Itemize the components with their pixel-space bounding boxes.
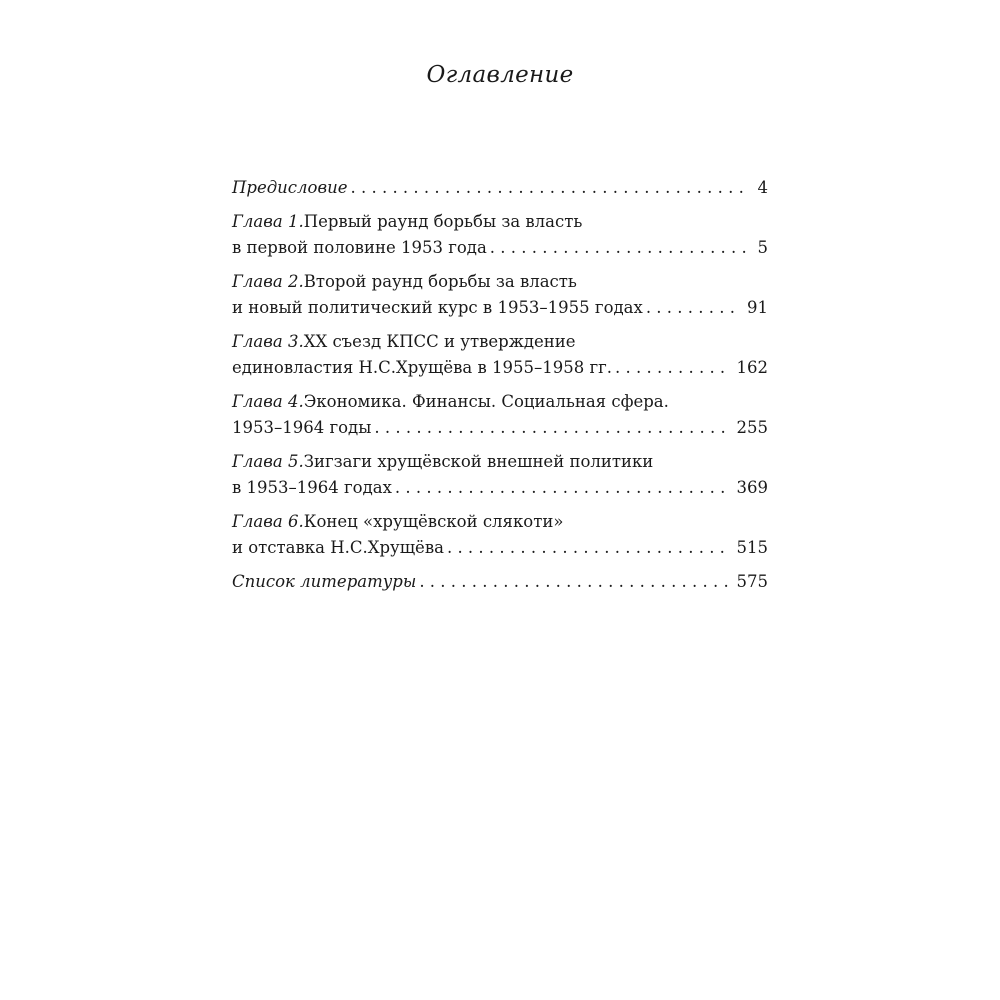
toc-chapter-title-continued: в первой половине 1953 года (232, 238, 487, 257)
dot-leaders (615, 355, 728, 381)
dot-leaders (395, 475, 729, 501)
page-title: Оглавление (426, 62, 574, 88)
toc-line (232, 329, 768, 355)
toc-chapter-title: Второй раунд борьбы за власть (303, 272, 577, 291)
toc-chapter-title: Экономика. Финансы. Социальная сфера. (303, 392, 669, 411)
toc-page-number: 515 (736, 538, 768, 557)
toc-line (232, 509, 768, 535)
toc-page-number: 91 (747, 298, 768, 317)
dot-leaders (490, 235, 750, 261)
dot-leaders (419, 569, 728, 595)
toc-chapter-title-continued: в 1953–1964 годах (232, 478, 392, 497)
toc-line (232, 475, 768, 501)
toc-page-number: 255 (736, 418, 768, 437)
toc-entry-chapter-3 (232, 329, 768, 381)
toc-chapter-title: Зигзаги хрущёвской внешней политики (303, 452, 654, 471)
toc-entry-chapter-6 (232, 509, 768, 561)
toc-chapter-label: Глава 3. (232, 332, 304, 351)
toc-chapter-title-continued: и отставка Н.С.Хрущёва (232, 538, 444, 557)
toc-chapter-label: Глава 5. (232, 452, 304, 471)
toc-entry-chapter-5 (232, 449, 768, 501)
toc-line (232, 535, 768, 561)
toc-page-number: 4 (757, 178, 768, 197)
toc-line (232, 175, 768, 201)
dot-leaders (374, 415, 728, 441)
toc-line (232, 449, 768, 475)
toc-entry-chapter-4 (232, 389, 768, 441)
toc-line (232, 269, 768, 295)
toc-line (232, 209, 768, 235)
toc-line (232, 295, 768, 321)
toc-chapter-title: Конец «хрущёвской слякоти» (303, 512, 564, 531)
toc-chapter-title-continued: и новый политический курс в 1953–1955 годах (232, 298, 643, 317)
toc-page-number: 162 (736, 358, 768, 377)
toc-entry-label: Предисловие (232, 178, 348, 197)
toc-chapter-title-continued: единовластия Н.С.Хрущёва в 1955–1958 гг. (232, 358, 613, 377)
toc-page-number: 5 (757, 238, 768, 257)
toc-chapter-label: Глава 1. (232, 212, 304, 231)
toc-page-number: 575 (736, 572, 768, 591)
toc-chapter-title: XX съезд КПСС и утверждение (303, 332, 576, 351)
dot-leaders (447, 535, 729, 561)
toc-entry-bibliography (232, 569, 768, 595)
toc-entry-label: Список литературы (232, 572, 417, 591)
toc-entry-chapter-2 (232, 269, 768, 321)
toc-chapter-label: Глава 2. (232, 272, 304, 291)
toc-page-number: 369 (736, 478, 768, 497)
toc-line (232, 355, 768, 381)
toc-chapter-title-continued: 1953–1964 годы (232, 418, 372, 437)
toc-line (232, 389, 768, 415)
toc-line (232, 415, 768, 441)
dot-leaders (646, 295, 739, 321)
toc-chapter-label: Глава 6. (232, 512, 304, 531)
toc-entry-chapter-1 (232, 209, 768, 261)
toc-chapter-label: Глава 4. (232, 392, 304, 411)
dot-leaders (350, 175, 749, 201)
toc-entry-preface (232, 175, 768, 201)
toc-chapter-title: Первый раунд борьбы за власть (303, 212, 583, 231)
toc-line (232, 235, 768, 261)
table-of-contents (232, 175, 768, 603)
toc-line (232, 569, 768, 595)
